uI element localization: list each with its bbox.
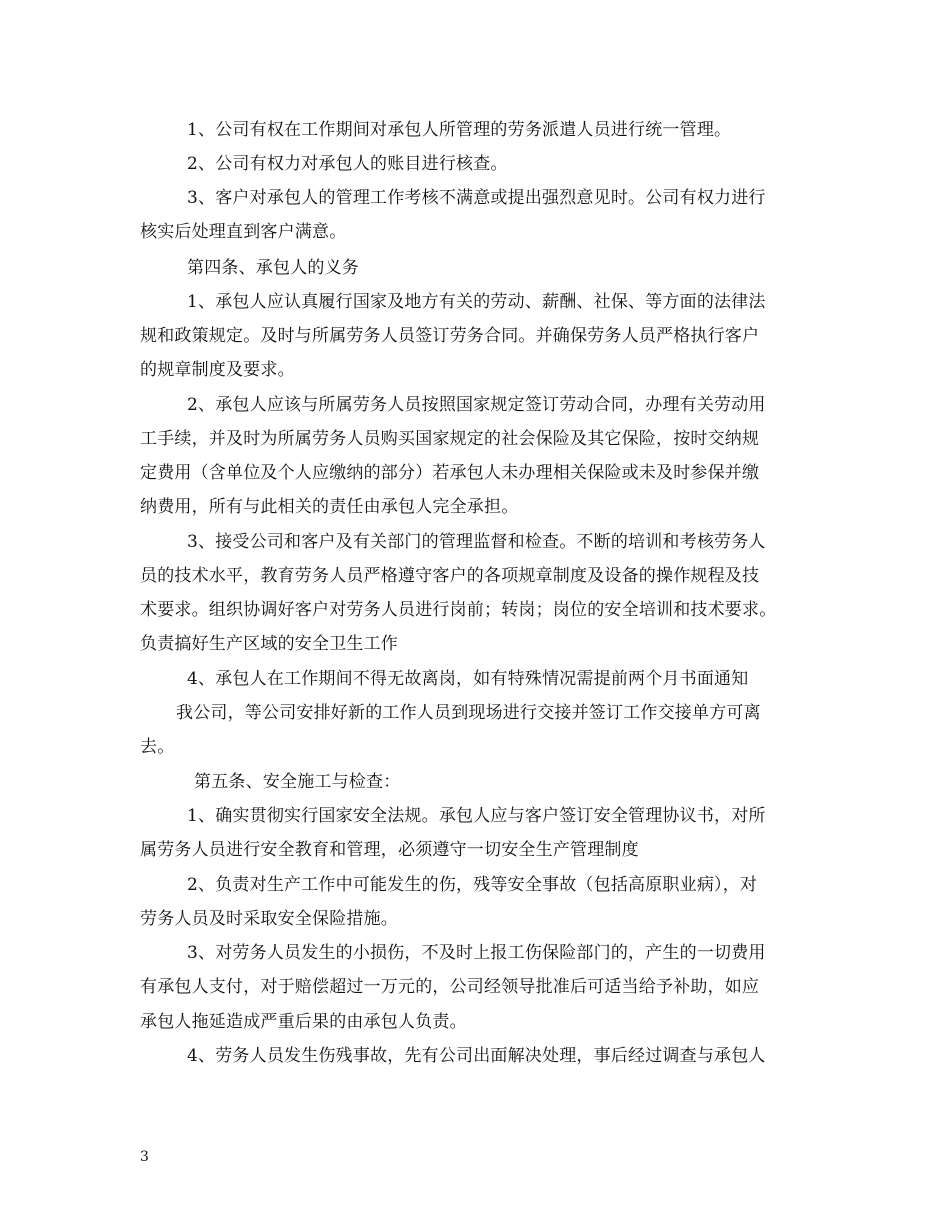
paragraph-line: 劳务人员及时采取安全保险措施。 — [140, 909, 398, 929]
paragraph-line: 负责搞好生产区域的安全卫生工作 — [140, 634, 398, 654]
section-heading: 第五条、安全施工与检查： — [194, 772, 401, 792]
paragraph-line: 有承包人支付，对于赔偿超过一万元的，公司经领导批准后可适当给予补助，如应 — [140, 977, 760, 997]
paragraph-line: 核实后处理直到客户满意。 — [140, 222, 347, 242]
paragraph-line: 3、接受公司和客户及有关部门的管理监督和检查。不断的培训和考核劳务人 — [187, 532, 766, 552]
paragraph-line: 2、承包人应该与所属劳务人员按照国家规定签订劳动合同，办理有关劳动用 — [187, 395, 766, 415]
paragraph-line: 定费用（含单位及个人应缴纳的部分）若承包人未办理相关保险或未及时参保并缴 — [140, 463, 760, 483]
paragraph-line: 属劳务人员进行安全教育和管理，必须遵守一切安全生产管理制度 — [140, 840, 639, 860]
paragraph-line: 2、公司有权力对承包人的账目进行核查。 — [187, 154, 508, 174]
paragraph-line: 术要求。组织协调好客户对劳务人员进行岗前；转岗；岗位的安全培训和技术要求。 — [140, 600, 777, 620]
paragraph-line: 1、确实贯彻实行国家安全法规。承包人应与客户签订安全管理协议书，对所 — [187, 806, 766, 826]
paragraph-line: 工手续，并及时为所属劳务人员购买国家规定的社会保险及其它保险，按时交纳规 — [140, 429, 760, 449]
paragraph-line: 规和政策规定。及时与所属劳务人员签订劳务合同。并确保劳务人员严格执行客户 — [140, 326, 760, 346]
paragraph-line: 2、负责对生产工作中可能发生的伤，残等安全事故（包括高原职业病），对 — [187, 875, 758, 895]
paragraph-line: 1、公司有权在工作期间对承包人所管理的劳务派遣人员进行统一管理。 — [187, 120, 732, 140]
paragraph-line: 1、承包人应认真履行国家及地方有关的劳动、薪酬、社保、等方面的法律法 — [187, 292, 766, 312]
paragraph-line: 去。 — [140, 737, 175, 757]
page-number: 3 — [140, 1149, 149, 1165]
paragraph-line: 4、劳务人员发生伤残事故，先有公司出面解决处理，事后经过调查与承包人 — [187, 1046, 766, 1066]
section-heading: 第四条、承包人的义务 — [187, 258, 359, 278]
paragraph-line: 3、客户对承包人的管理工作考核不满意或提出强烈意见时。公司有权力进行 — [187, 188, 766, 208]
paragraph-line: 4、承包人在工作期间不得无故离岗，如有特殊情况需提前两个月书面通知 — [187, 669, 749, 689]
paragraph-line: 纳费用，所有与此相关的责任由承包人完全承担。 — [140, 497, 519, 517]
paragraph-line: 的规章制度及要求。 — [140, 360, 295, 380]
paragraph-line: 3、对劳务人员发生的小损伤，不及时上报工伤保险部门的，产生的一切费用 — [187, 943, 766, 963]
paragraph-line: 承包人拖延造成严重后果的由承包人负责。 — [140, 1012, 467, 1032]
paragraph-line: 员的技术水平，教育劳务人员严格遵守客户的各项规章制度及设备的操作规程及技 — [140, 566, 760, 586]
paragraph-line: 我公司，等公司安排好新的工作人员到现场进行交接并签订工作交接单方可离 — [176, 703, 761, 723]
